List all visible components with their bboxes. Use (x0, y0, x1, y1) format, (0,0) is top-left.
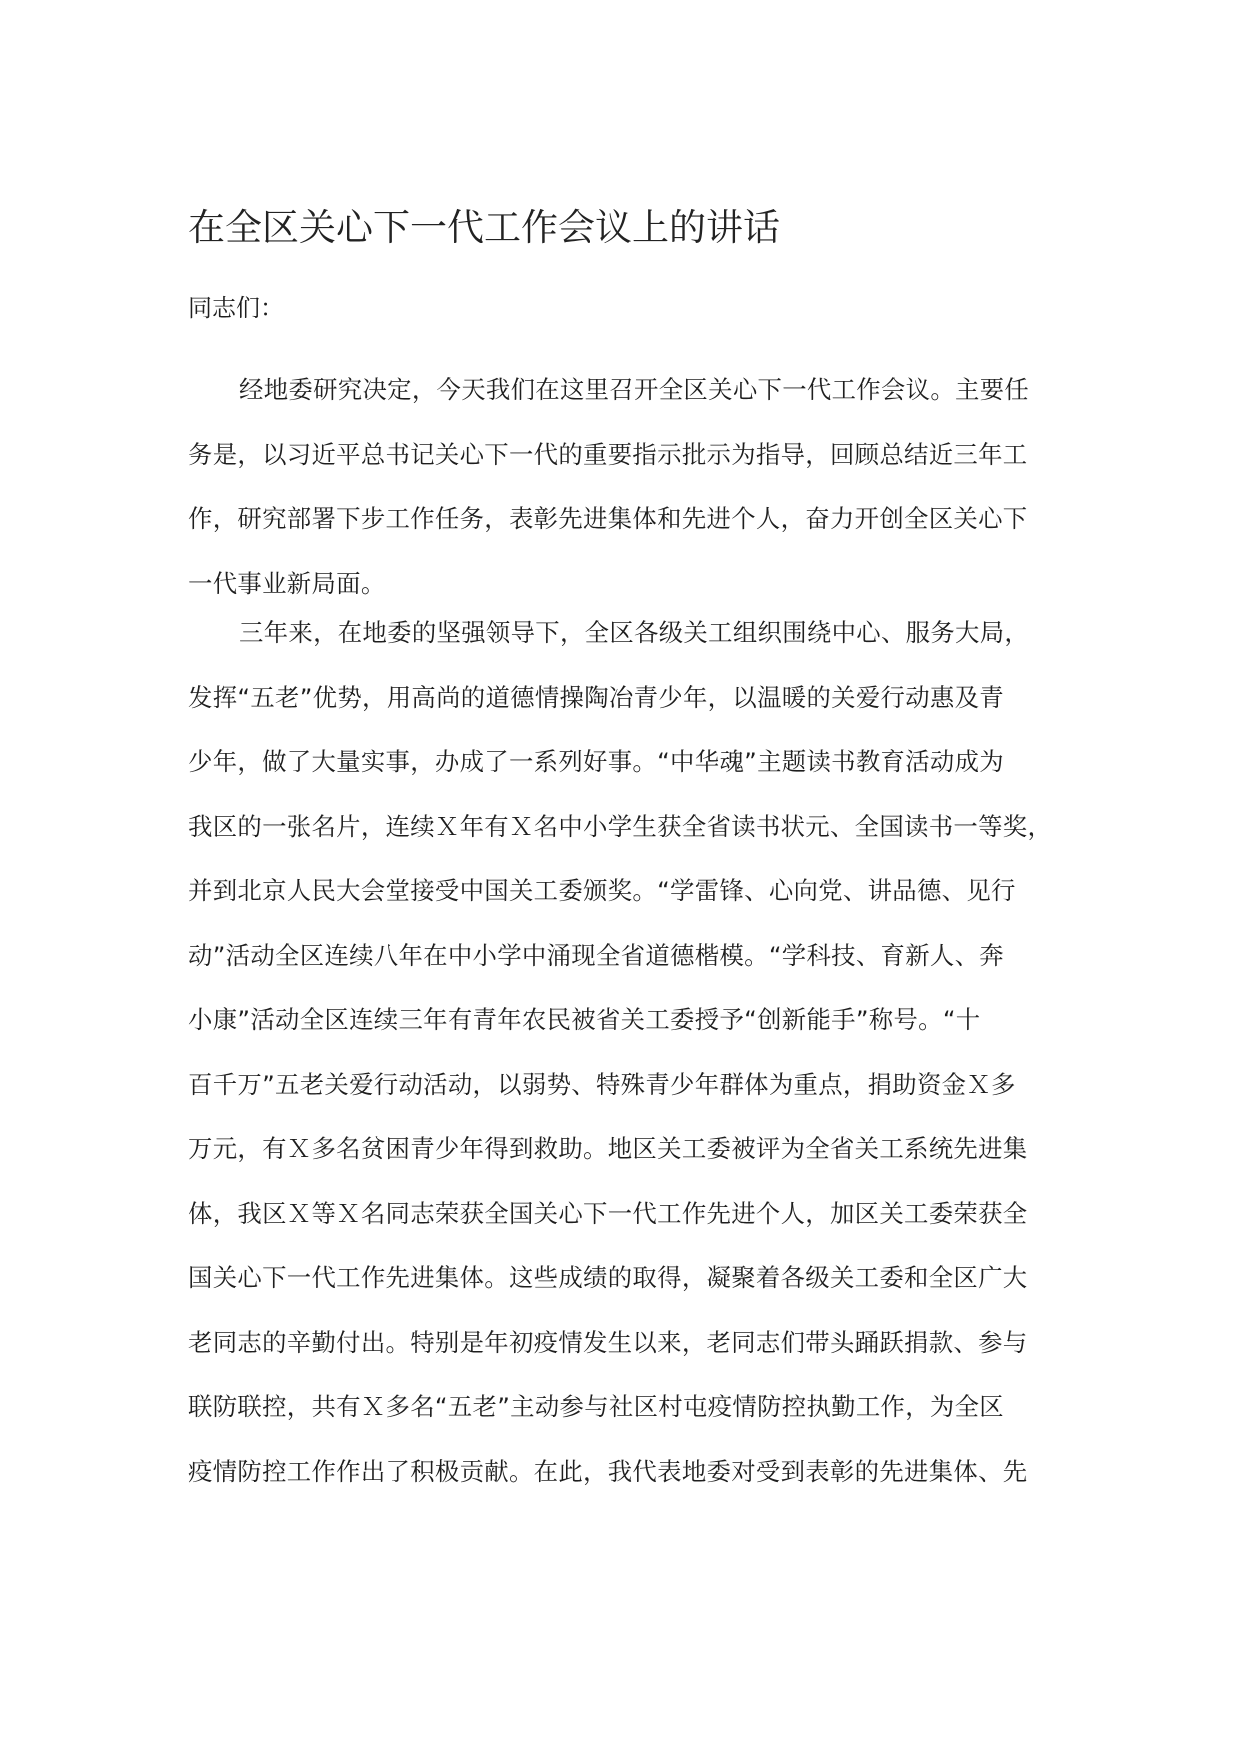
salutation: 同志们： (188, 294, 284, 322)
paragraph-line: 务是，以习近平总书记关心下一代的重要指示批示为指导，回顾总结近三年工 (188, 439, 1028, 469)
paragraph-line: 体，我区Ｘ等Ｘ名同志荣获全国关心下一代工作先进个人，加区关工委荣获全 (188, 1198, 1028, 1228)
paragraph-1 (188, 370, 1088, 628)
paragraph-line: 三年来，在地委的坚强领导下，全区各级关工组织围绕中心、服务大局， (239, 618, 1030, 647)
paragraph-line: 经地委研究决定，今天我们在这里召开全区关心下一代工作会议。主要任 (239, 375, 1030, 404)
paragraph-line: 百千万”五老关爱行动活动，以弱势、特殊青少年群体为重点，捐助资金Ｘ多 (188, 1069, 1016, 1099)
paragraph-line: 国关心下一代工作先进集体。这些成绩的取得，凝聚着各级关工委和全区广大 (188, 1263, 1028, 1292)
paragraph-line: 老同志的辛勤付出。特别是年初疫情发生以来，老同志们带头踊跃捐款、参与 (188, 1327, 1028, 1357)
paragraph-line: 万元，有Ｘ多名贫困青少年得到救助。地区关工委被评为全省关工系统先进集 (188, 1134, 1028, 1163)
paragraph-line: 联防联控，共有Ｘ多名“五老”主动参与社区村屯疫情防控执勤工作，为全区 (188, 1392, 1004, 1421)
paragraph-line: 动”活动全区连续八年在中小学中涌现全省道德楷模。“学科技、育新人、奔 (188, 940, 1004, 970)
paragraph-line: 发挥“五老”优势，用高尚的道德情操陶冶青少年，以温暖的关爱行动惠及青 (188, 682, 1004, 712)
paragraph-line: 我区的一张名片，连续Ｘ年有Ｘ名中小学生获全省读书状元、全国读书一等奖， (188, 811, 1053, 841)
paragraph-line: 少年，做了大量实事，办成了一系列好事。“中华魂”主题读书教育活动成为 (188, 747, 1004, 776)
document-title: 在全区关心下一代工作会议上的讲话 (188, 206, 780, 249)
paragraph-line: 疫情防控工作作出了积极贡献。在此，我代表地委对受到表彰的先进集体、先 (188, 1456, 1028, 1486)
paragraph-line: 一代事业新局面。 (188, 568, 386, 598)
paragraph-line: 并到北京人民大会堂接受中国关工委颁奖。“学雷锋、心向党、讲品德、见行 (188, 876, 1016, 905)
paragraph-line: 小康”活动全区连续三年有青年农民被省关工委授予“创新能手”称号。“十 (188, 1005, 981, 1034)
paragraph-line: 作，研究部署下步工作任务，表彰先进集体和先进个人，奋力开创全区关心下 (188, 504, 1028, 533)
paragraph-2 (188, 613, 1088, 1516)
